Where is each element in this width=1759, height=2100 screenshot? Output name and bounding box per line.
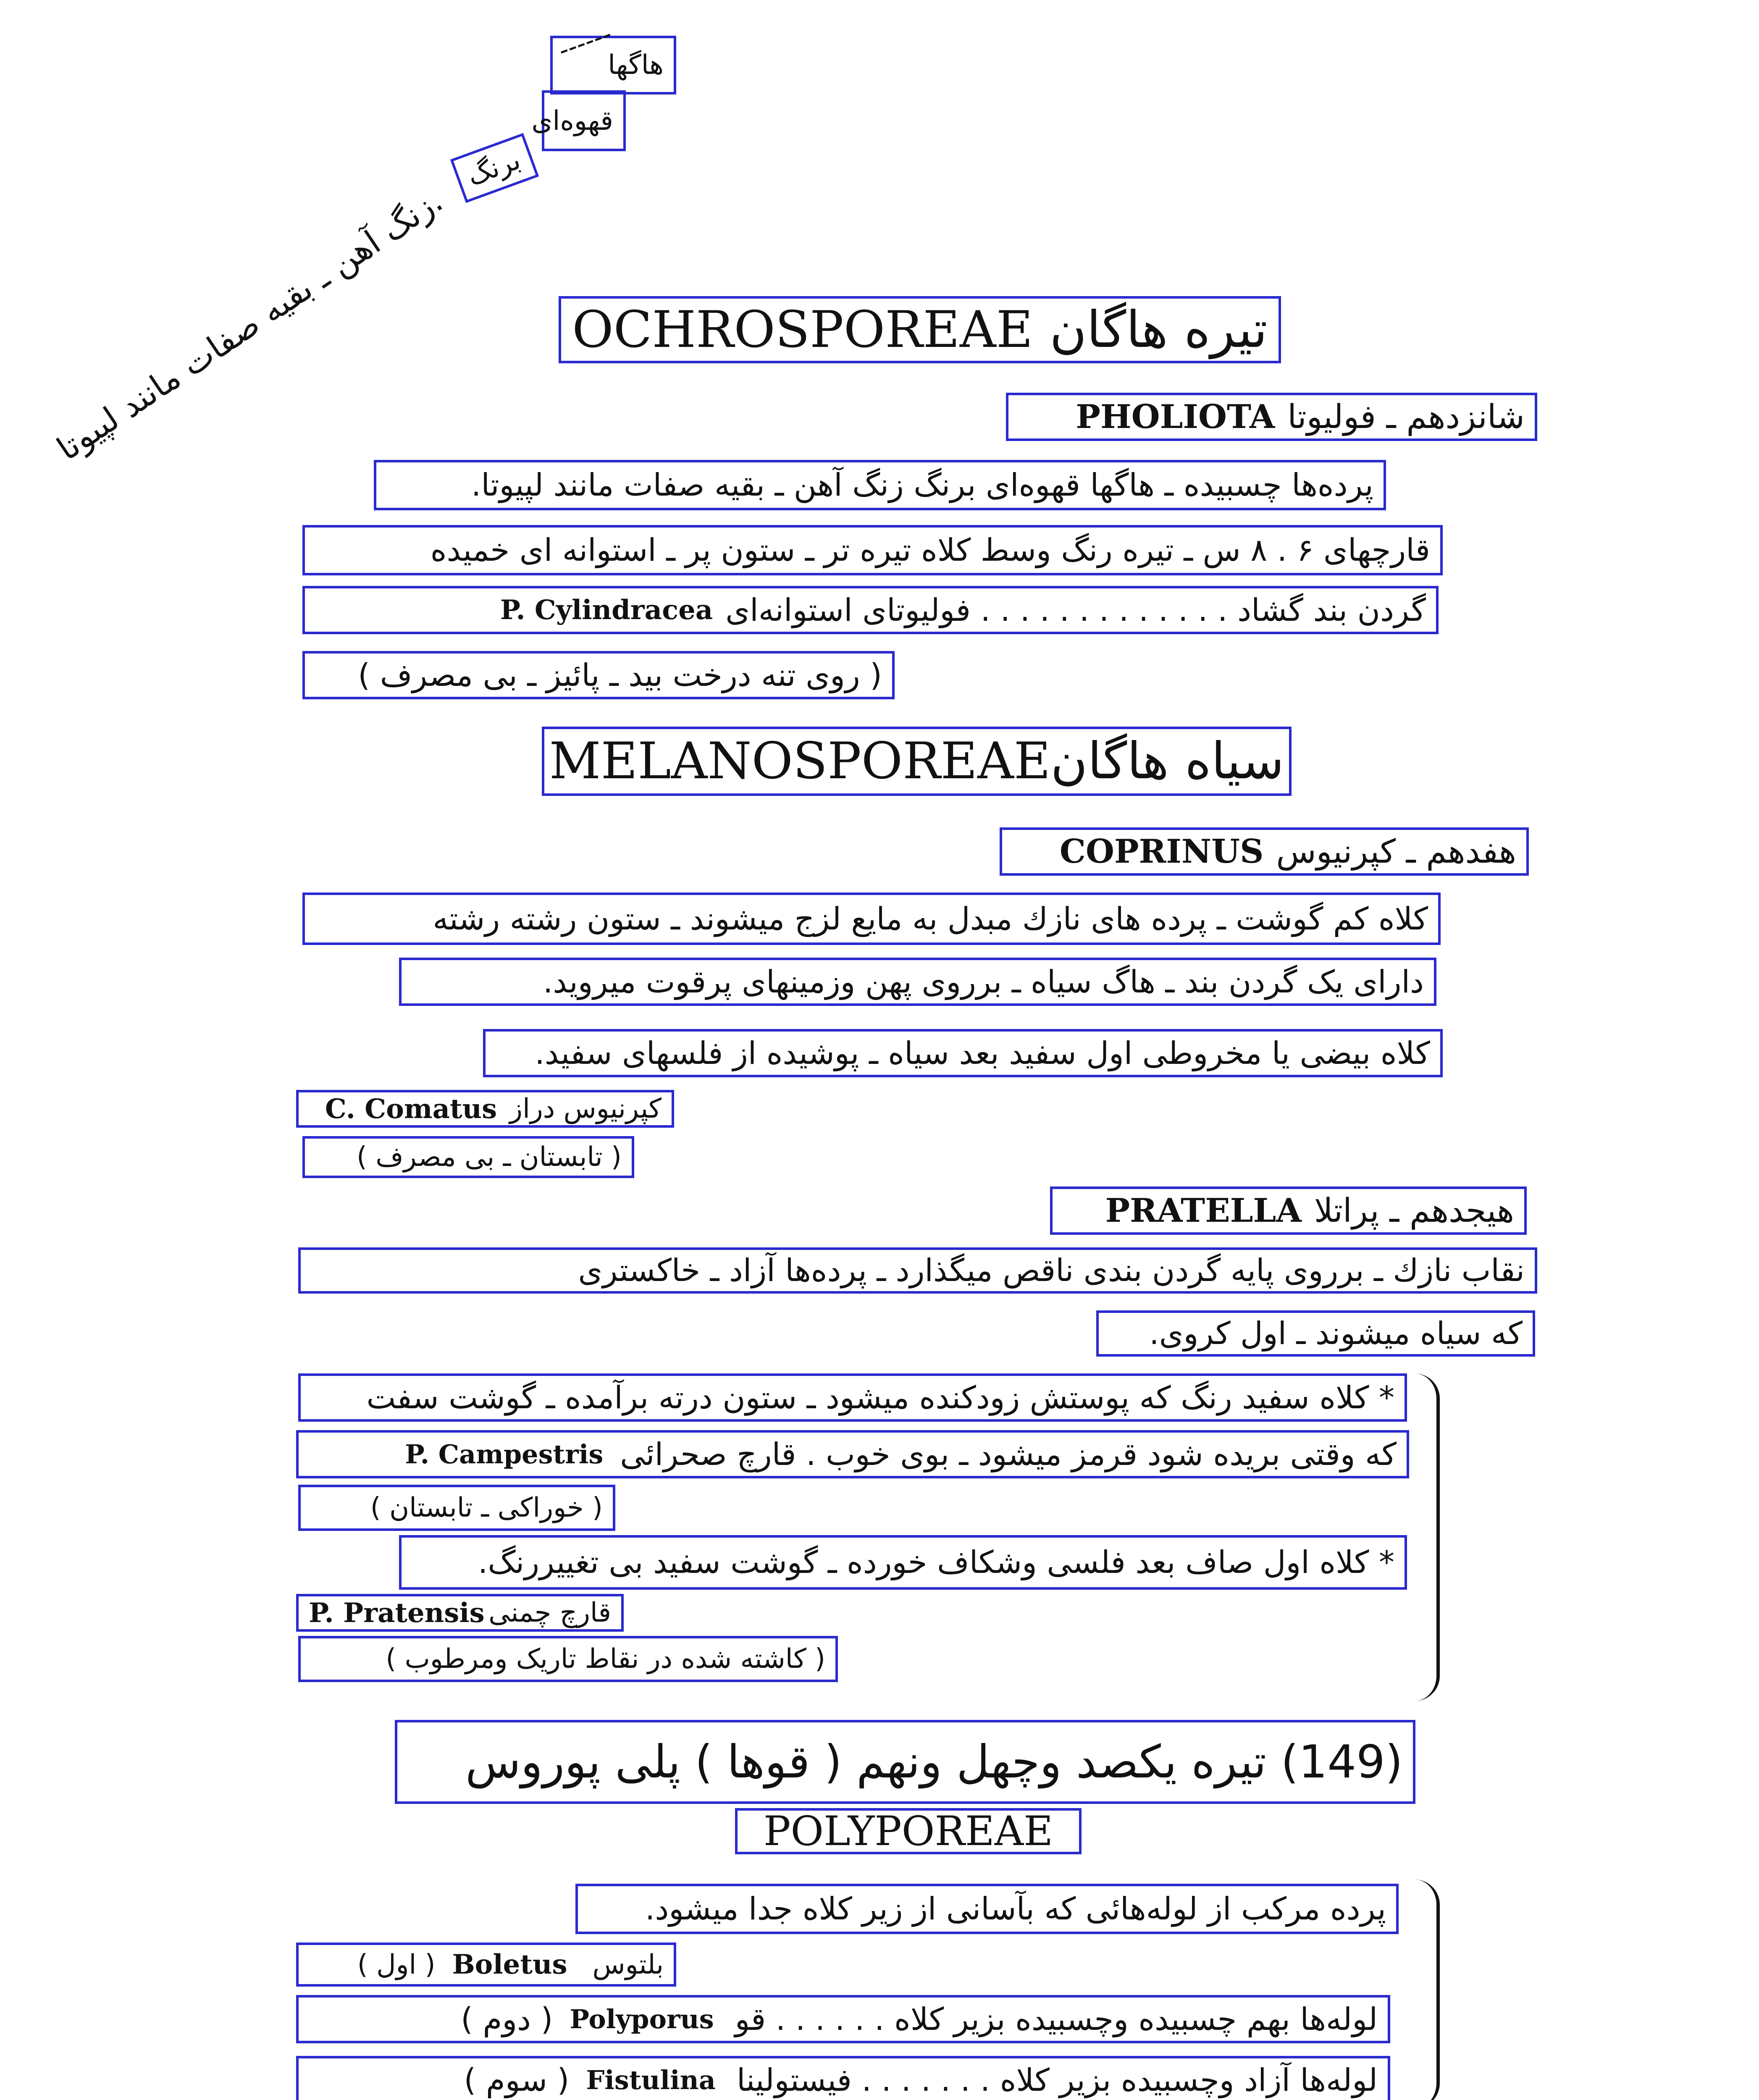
pholiota-species-line (302, 586, 1439, 634)
pratella-campestris-habitat (298, 1485, 615, 1531)
polyporeae-row-fistulina (296, 2056, 1390, 2100)
coprinus-species (296, 1090, 674, 1128)
text: نقاب نازك ـ برروی پایه گردن بندی ناقص میگذارد ـ پرده‌ها آزاد ـ خاکستری (578, 1252, 1525, 1289)
pholiota-habitat (302, 651, 895, 699)
text: ( خوراکی ـ تابستان ) (370, 1492, 603, 1523)
title-latin: MELANOSPOREAE (549, 732, 1051, 790)
genus-latin: PRATELLA (1105, 1192, 1302, 1230)
text: که وقتی بریده شود قرمز میشود ـ بوی خوب . قارچ صحرائی (620, 1436, 1397, 1473)
title-persian: تیره هاگان (1050, 300, 1268, 359)
text: دارای یک گردن بند ـ هاگ سیاه ـ برروی پهن وزمینهای پرقوت میروید. (543, 963, 1424, 1000)
pratella-desc-line-1 (298, 1247, 1537, 1294)
pratella-pratensis-line (399, 1535, 1407, 1590)
species-latin: P. Pratensis (309, 1597, 485, 1629)
text: ( روی تنه درخت بید ـ پائیز ـ بی مصرف ) (358, 657, 882, 693)
text: گردن بند گشاد . . . . . . . . . . . . . فولیوتای استوانه‌ای (725, 592, 1426, 628)
row-number: ( دوم ) (461, 2001, 553, 2037)
row-latin: Fistulina (586, 2065, 716, 2095)
genus-heading-coprinus (1000, 827, 1529, 876)
family-title-persian: (149) تیره یکصد وچهل ونهم ( قوها ) پلی پوروس (465, 1735, 1403, 1788)
pratella-pratensis-species (296, 1594, 624, 1632)
title-persian: سیاه هاگان (1050, 732, 1284, 790)
pratella-desc-line-2 (1096, 1310, 1535, 1357)
text: * کلاه اول صاف بعد فلسی وشکاف خورده ـ گوشت سفید بی تغییررنگ. (478, 1544, 1394, 1580)
text: * کلاه سفید رنگ که پوستش زودکنده میشود ـ ستون درته برآمده ـ گوشت سفت (366, 1379, 1394, 1416)
marginal-word-text: برنگ (463, 144, 525, 192)
text: کلاه کم گوشت ـ پرده های نازك مبدل به مایع لزج میشوند ـ ستون رشته رشته (433, 900, 1428, 937)
text: ( کاشته شده در نقاط تاریک ومرطوب ) (386, 1643, 825, 1675)
coprinus-desc-line-3 (483, 1029, 1443, 1077)
section-title-ochrosporeae (559, 296, 1281, 363)
marginal-note-line: زنگ آهن ـ بقیه صفات مانند لپیوتا. (50, 181, 450, 468)
text: ( تابستان ـ بی مصرف ) (356, 1142, 622, 1173)
genus-persian: هفدهم ـ کپرنیوس (1276, 832, 1516, 871)
coprinus-desc-line-1 (302, 892, 1441, 945)
text: پرده‌ها چسبیده ـ هاگها قهوه‌ای برنگ زنگ آهن ـ بقیه صفات مانند لپیوتا. (471, 467, 1373, 503)
row-latin: Boletus (452, 1949, 567, 1980)
pratella-campestris-line-2 (296, 1430, 1409, 1478)
row-persian: لوله‌ها بهم چسبیده وچسبیده بزیر کلاه . . . . . . قو (735, 2001, 1378, 2037)
section-title-melanosporeae (542, 727, 1292, 796)
species-latin: C. Comatus (325, 1093, 497, 1125)
row-number: ( سوم ) (464, 2062, 570, 2098)
genus-heading-pholiota (1006, 393, 1537, 441)
text: قارچهای ۶ . ۸ س ـ تیره رنگ وسط کلاه تیره تر ـ ستون پر ـ استوانه ای خمیده (430, 532, 1430, 568)
brace-polyporeae (1399, 1880, 1440, 2100)
row-persian: بلتوس (592, 1949, 664, 1980)
row-latin: Polyporus (570, 2004, 714, 2034)
species-latin: P. Cylindracea (500, 594, 713, 626)
coprinus-habitat (302, 1136, 634, 1178)
genus-persian: شانزدهم ـ فولیوتا (1287, 398, 1525, 436)
marginal-word-text: قهوه‌ای (531, 105, 613, 136)
pratella-pratensis-habitat (298, 1636, 838, 1682)
pholiota-desc-line-1 (374, 460, 1386, 510)
row-persian: لوله‌ها آزاد وچسبیده بزیر کلاه . . . . . . . فیستولینا (736, 2062, 1378, 2098)
text: کلاه بیضی یا مخروطی اول سفید بعد سیاه ـ پوشیده از فلسهای سفید. (535, 1035, 1430, 1071)
species-persian: کپرنیوس دراز (509, 1093, 662, 1124)
pholiota-desc-line-2 (302, 525, 1443, 575)
polyporeae-row-polyporus (296, 1995, 1390, 2043)
brace-pratella (1407, 1373, 1440, 1701)
polyporeae-row-boletus (296, 1942, 676, 1987)
genus-latin: COPRINUS (1059, 832, 1264, 871)
marginal-word-berang (450, 133, 539, 203)
family-title-latin (735, 1808, 1082, 1854)
row-number: ( اول ) (357, 1949, 436, 1980)
species-persian: قارچ چمنی (488, 1597, 611, 1628)
title-latin: OCHROSPOREAE (572, 300, 1033, 359)
marginal-word-text: هاگها (608, 50, 664, 81)
marginal-dash: ------ (554, 19, 616, 66)
genus-heading-pratella (1050, 1186, 1527, 1235)
species-latin: P. Campestris (405, 1439, 604, 1470)
genus-latin: PHOLIOTA (1076, 398, 1275, 436)
text: که سیاه میشوند ـ اول کروی. (1149, 1315, 1523, 1352)
coprinus-desc-line-2 (399, 958, 1436, 1006)
text: پرده مرکب از لوله‌هائی که بآسانی از زیر کلاه جدا میشود. (645, 1891, 1386, 1927)
family-title-polyporeae (395, 1720, 1415, 1804)
title-latin: POLYPOREAE (763, 1808, 1053, 1855)
marginal-word-ghahvei (531, 90, 626, 151)
pratella-campestris-line-1 (298, 1373, 1407, 1422)
polyporeae-desc (575, 1884, 1399, 1934)
genus-persian: هیجدهم ـ پراتلا (1314, 1192, 1514, 1230)
